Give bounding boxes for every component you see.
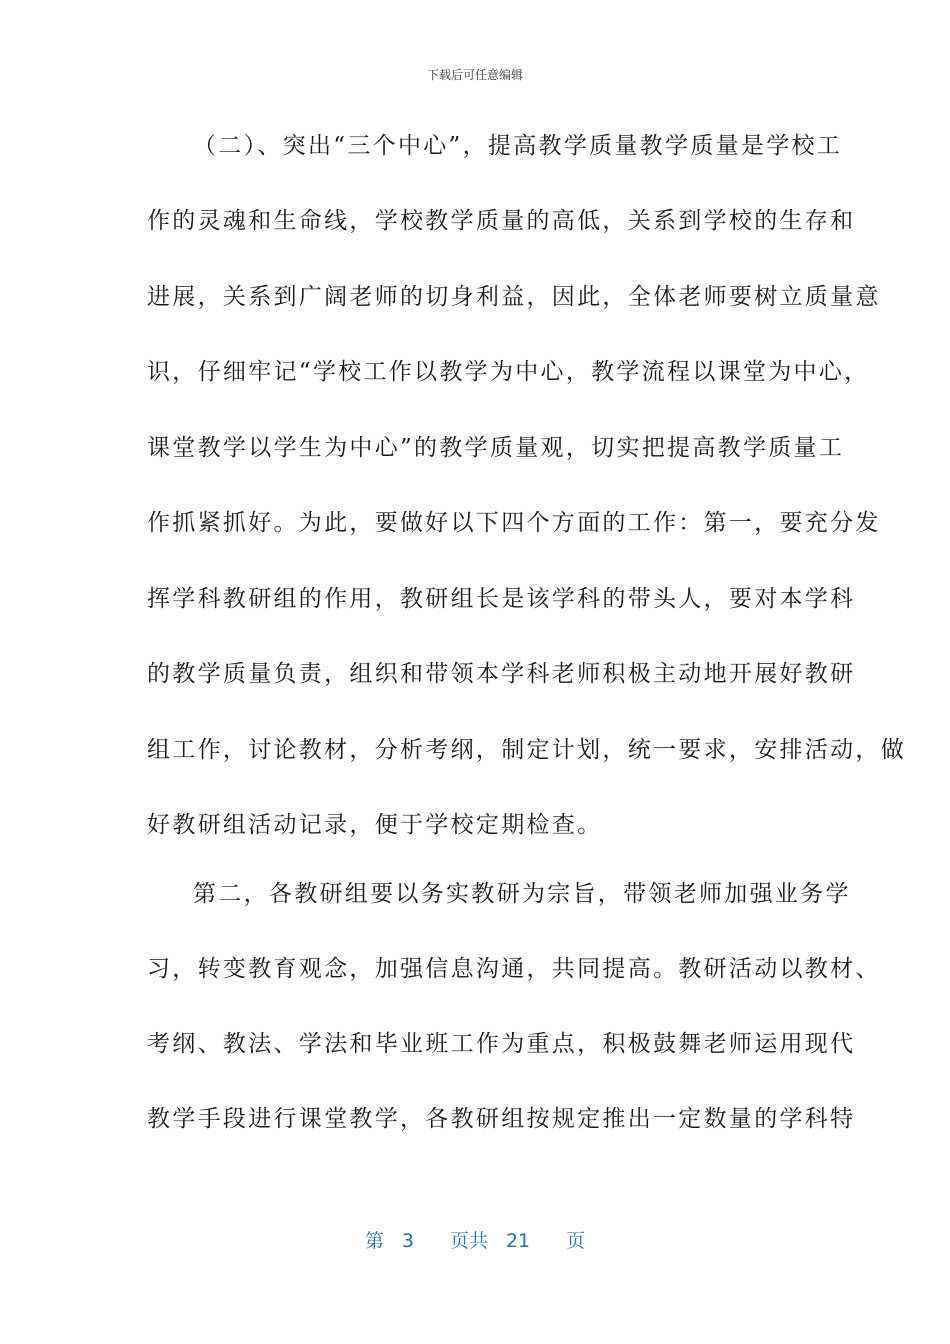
text-line: 教学手段进行课堂教学，各教研组按规定推出一定数量的学科特 [147,1106,856,1132]
text-line: 挥学科教研组的作用，教研组长是该学科的带头人，要对本学科 [147,586,856,612]
footer-middle: 页共 [449,1230,488,1252]
total-pages-number: 21 [505,1230,531,1252]
text-line: 课堂教学以学生为中心”的教学质量观，切实把提高教学质量工 [147,435,845,461]
footer-prefix: 第 [364,1230,384,1252]
text-line: 第二，各教研组要以务实教研为宗旨，带领老师加强业务学 [193,881,851,907]
text-line: 作抓紧抓好。为此，要做好以下四个方面的工作：第一，要充分发 [147,510,881,536]
text-line: 识，仔细牢记“学校工作以教学为中心，教学流程以课堂为中心， [147,359,870,385]
text-line: 作的灵魂和生命线，学校教学质量的高低，关系到学校的生存和 [147,208,856,234]
text-line: 组工作，讨论教材，分析考纲，制定计划，统一要求，安排活动，做 [147,737,906,763]
header-note: 下载后可任意编辑 [426,68,523,82]
text-line: （二）、突出“三个中心”，提高教学质量教学质量是学校工 [193,133,843,159]
text-line: 考纲、教法、学法和毕业班工作为重点，积极鼓舞老师运用现代 [147,1031,856,1057]
current-page-number: 3 [401,1230,414,1252]
text-line: 进展，关系到广阔老师的切身利益，因此，全体老师要树立质量意 [147,284,881,310]
text-line: 习，转变教育观念，加强信息沟通，共同提高。教研活动以教材、 [147,956,881,982]
text-line: 好教研组活动记录，便于学校定期检查。 [147,812,603,838]
page-footer [0,1226,950,1253]
footer-suffix: 页 [566,1230,586,1252]
text-line: 的教学质量负责，组织和带领本学科老师积极主动地开展好教研 [147,661,856,687]
